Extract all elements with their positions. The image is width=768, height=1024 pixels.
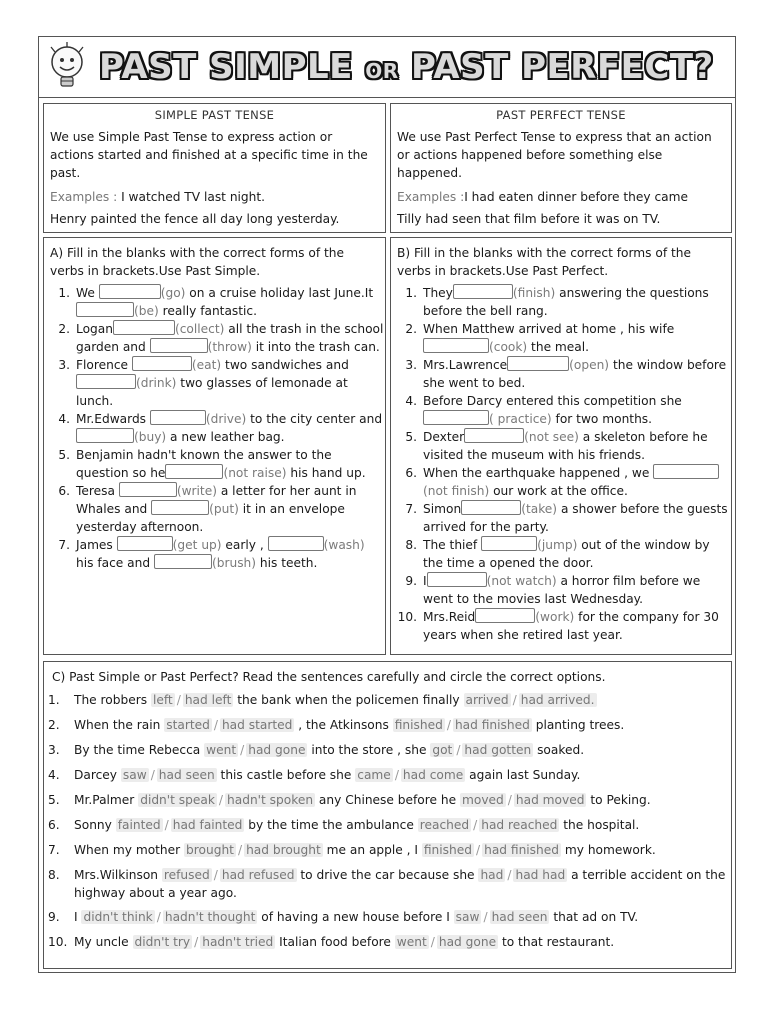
option-choice[interactable]: had brought xyxy=(246,843,321,857)
section-a-instruction: A) Fill in the blanks with the correct forms of the verbs in brackets.Use Past Simple. xyxy=(50,246,344,278)
list-item: 8. The thief (jump) out of the window by the time a opened the door. xyxy=(405,538,710,570)
answer-blank[interactable] xyxy=(117,536,173,551)
answer-blank[interactable] xyxy=(453,284,513,299)
section-b-instruction: B) Fill in the blanks with the correct forms of the verbs in brackets.Use Past Perfect. xyxy=(397,246,692,278)
section-b-box xyxy=(390,237,732,655)
option-choice[interactable]: fainted xyxy=(117,818,161,832)
list-item: 6. Teresa (write) a letter for her aunt in Whales and (put) it in an envelope yesterday afternoon. xyxy=(58,484,357,534)
option-choice[interactable]: brought xyxy=(186,843,234,857)
answer-blank[interactable] xyxy=(464,428,524,443)
simple-past-example-2: Henry painted the fence all day long yesterday. xyxy=(50,212,340,226)
option-choice[interactable]: hadn't thought xyxy=(164,910,256,924)
list-item: 4. Mr.Edwards (drive) to the city center and (buy) a new leather bag. xyxy=(58,412,383,444)
option-choice[interactable]: finished xyxy=(423,843,472,857)
simple-past-box xyxy=(43,103,386,233)
option-choice[interactable]: started xyxy=(166,718,210,732)
list-item: 3. Mrs.Lawrence (open) the window before she went to bed. xyxy=(405,358,727,390)
answer-blank[interactable] xyxy=(150,410,206,425)
list-item: 9. I didn't think / hadn't thought of having a new house before I saw / had seen that ad on TV. xyxy=(48,910,639,924)
option-choice[interactable]: had finished xyxy=(484,843,559,857)
list-item: 5. Dexter (not see) a skeleton before he visited the museum with his friends. xyxy=(405,430,708,462)
list-item: 4. Before Darcy entered this competition she ( practice) for two months. xyxy=(405,394,682,426)
answer-blank[interactable] xyxy=(113,320,175,335)
option-choice[interactable]: had moved xyxy=(515,793,585,807)
answer-blank[interactable] xyxy=(154,554,212,569)
list-item: 6. When the earthquake happened , we (not finish) our work at the office. xyxy=(391,464,731,500)
simple-past-definition: We use Simple Past Tense to express action or actions started and finished at a specific time in the past. xyxy=(50,130,368,180)
option-choice[interactable]: had had xyxy=(515,868,566,882)
option-choice[interactable]: had arrived. xyxy=(520,693,595,707)
answer-blank[interactable] xyxy=(653,464,719,479)
answer-blank[interactable] xyxy=(132,356,192,371)
answer-blank[interactable] xyxy=(76,302,134,317)
answer-blank[interactable] xyxy=(150,338,208,353)
list-item: 3. By the time Rebecca went / had gone into the store , she got / had gotten soaked. xyxy=(48,743,585,757)
option-choice[interactable]: had refused xyxy=(221,868,295,882)
option-choice[interactable]: came xyxy=(357,768,391,782)
option-choice[interactable]: hadn't spoken xyxy=(227,793,314,807)
option-choice[interactable]: finished xyxy=(394,718,443,732)
option-choice[interactable]: refused xyxy=(163,868,210,882)
section-c-box xyxy=(43,661,732,969)
list-item: 5. Mr.Palmer didn't speak / hadn't spoken any Chinese before he moved / had moved to Peking. xyxy=(48,793,651,807)
option-choice[interactable]: didn't think xyxy=(83,910,153,924)
section-a-list xyxy=(44,284,385,572)
list-item: 7. When my mother brought / had brought me an apple , I finished / had finished my homework. xyxy=(48,843,656,857)
list-item: 7. James (get up) early , (wash) his face and (brush) his teeth. xyxy=(58,538,365,570)
option-choice[interactable]: left xyxy=(152,693,173,707)
answer-blank[interactable] xyxy=(423,338,489,353)
option-choice[interactable]: had gotten xyxy=(464,743,532,757)
option-choice[interactable]: had started xyxy=(221,718,293,732)
answer-blank[interactable] xyxy=(165,464,223,479)
simple-past-heading: SIMPLE PAST TENSE xyxy=(154,108,275,122)
option-choice[interactable]: had finished xyxy=(454,718,530,732)
option-choice[interactable]: reached xyxy=(419,818,470,832)
list-item: 2. Logan (collect) all the trash in the school garden and (throw) it into the trash can. xyxy=(58,322,384,354)
cartoon-lightbulb-icon xyxy=(45,42,89,92)
list-item: 1. They (finish) answering the questions before the bell rang. xyxy=(405,286,709,318)
option-choice[interactable]: had come xyxy=(402,768,464,782)
section-c-instruction: C) Past Simple or Past Perfect? Read the sentences carefully and circle the correct options. xyxy=(52,670,606,684)
option-choice[interactable]: had gone xyxy=(438,935,497,949)
list-item: 10. Mrs.Reid (work) for the company for 30 years when she retired last year. xyxy=(397,610,719,642)
title-bar xyxy=(39,37,735,98)
list-item: 5. Benjamin hadn't known the answer to the question so he (not raise) his hand up. xyxy=(58,448,366,480)
list-item: 9. I (not watch) a horror film before we went to the movies last Wednesday. xyxy=(405,574,701,606)
option-choice[interactable]: hadn't tried xyxy=(202,935,274,949)
list-item: 3. Florence (eat) two sandwiches and (drink) two glasses of lemonade at lunch. xyxy=(58,358,349,408)
answer-blank[interactable] xyxy=(76,374,136,389)
simple-past-example-1: Examples : I watched TV last night. xyxy=(50,190,266,204)
section-a-box xyxy=(43,237,386,655)
option-choice[interactable]: saw xyxy=(455,910,480,924)
option-choice[interactable]: had reached xyxy=(481,818,558,832)
answer-blank[interactable] xyxy=(475,608,535,623)
option-choice[interactable]: got xyxy=(432,743,453,757)
option-choice[interactable]: saw xyxy=(122,768,147,782)
list-item: 6. Sonny fainted / had fainted by the time the ambulance reached / had reached the hospital. xyxy=(48,818,640,832)
list-item: 2. When the rain started / had started , the Atkinsons finished / had finished planting trees. xyxy=(48,718,625,732)
list-item: 4. Darcey saw / had seen this castle before she came / had come again last Sunday. xyxy=(48,768,581,782)
past-perfect-box xyxy=(390,103,732,233)
answer-blank[interactable] xyxy=(461,500,521,515)
option-choice[interactable]: had seen xyxy=(491,910,548,924)
option-choice[interactable]: didn't try xyxy=(134,935,191,949)
past-perfect-heading: PAST PERFECT TENSE xyxy=(496,108,626,122)
past-perfect-example-2: Tilly had seen that film before it was on TV. xyxy=(397,212,661,226)
section-b-list xyxy=(391,284,731,644)
option-choice[interactable]: arrived xyxy=(465,693,509,707)
list-item: 8. Mrs.Wilkinson refused / had refused to drive the car because she had / had had a terrible accident on the highway about a year ago. xyxy=(48,868,726,900)
option-choice[interactable]: had gone xyxy=(248,743,306,757)
list-item: 1. The robbers left / had left the bank when the policemen finally arrived / had arrived. xyxy=(48,693,595,707)
answer-blank[interactable] xyxy=(151,500,209,515)
option-choice[interactable]: went xyxy=(396,935,427,949)
list-item: 1. We (go) on a cruise holiday last June.It (be) really fantastic. xyxy=(58,286,374,318)
option-choice[interactable]: had xyxy=(480,868,504,882)
list-item: 10. My uncle didn't try / hadn't tried Italian food before went / had gone to that restaurant. xyxy=(48,935,615,949)
answer-blank[interactable] xyxy=(99,284,161,299)
option-choice[interactable]: had seen xyxy=(158,768,215,782)
answer-blank[interactable] xyxy=(119,482,177,497)
answer-blank[interactable] xyxy=(481,536,537,551)
worksheet-title: PAST SIMPLE OR PAST PERFECT? xyxy=(99,47,714,87)
option-choice[interactable]: went xyxy=(206,743,237,757)
answer-blank[interactable] xyxy=(423,410,489,425)
answer-blank[interactable] xyxy=(268,536,324,551)
answer-blank[interactable] xyxy=(76,428,134,443)
list-item: 7. Simon (take) a shower before the guests arrived for the party. xyxy=(405,502,728,534)
section-c-list xyxy=(48,688,731,955)
answer-blank[interactable] xyxy=(507,356,569,371)
past-perfect-example-1: Examples :I had eaten dinner before they came xyxy=(397,190,689,204)
option-choice[interactable]: moved xyxy=(461,793,504,807)
option-choice[interactable]: had fainted xyxy=(172,818,243,832)
worksheet xyxy=(38,36,736,973)
past-perfect-definition: We use Past Perfect Tense to express that an action or actions happened before something else happened. xyxy=(397,130,712,180)
list-item: 2. When Matthew arrived at home , his wife (cook) the meal. xyxy=(405,322,675,354)
answer-blank[interactable] xyxy=(427,572,487,587)
option-choice[interactable]: had left xyxy=(184,693,232,707)
option-choice[interactable]: didn't speak xyxy=(140,793,215,807)
